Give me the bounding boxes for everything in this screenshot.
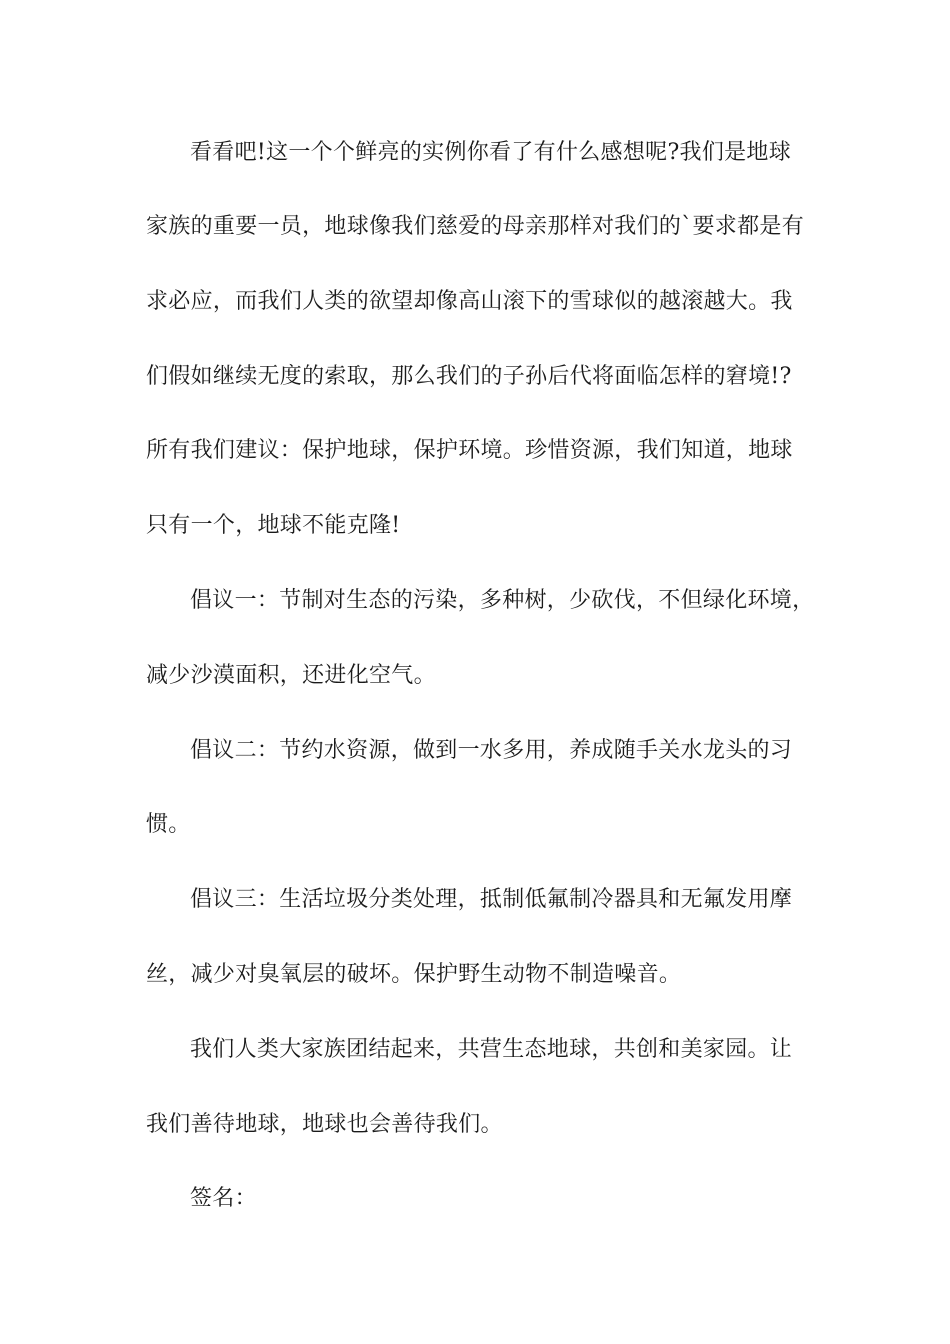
proposal-1-line-1: 倡议一：节制对生态的污染，多种树，少砍伐，不但绿化环境， xyxy=(190,588,815,613)
paragraph-1-line-2: 家族的重要一员，地球像我们慈爱的母亲那样对我们的`要求都是有 xyxy=(146,214,805,239)
paragraph-1-line-3: 求必应，而我们人类的欲望却像高山滚下的雪球似的越滚越大。我 xyxy=(146,289,793,314)
signature-label: 签名： xyxy=(190,1186,257,1211)
proposal-3-line-1: 倡议三：生活垃圾分类处理，抵制低氟制冷器具和无氟发用摩 xyxy=(190,887,793,912)
paragraph-1-line-5: 所有我们建议：保护地球，保护环境。珍惜资源，我们知道，地球 xyxy=(146,438,793,463)
paragraph-1-line-4: 们假如继续无度的索取，那么我们的子孙后代将面临怎样的窘境!? xyxy=(146,364,792,389)
closing-line-1: 我们人类大家族团结起来，共营生态地球，共创和美家园。让 xyxy=(190,1037,793,1062)
proposal-2-line-1: 倡议二：节约水资源，做到一水多用，养成随手关水龙头的习 xyxy=(190,738,793,763)
proposal-2-line-2: 惯。 xyxy=(146,812,191,837)
closing-line-2: 我们善待地球，地球也会善待我们。 xyxy=(146,1112,503,1137)
paragraph-1-line-1: 看看吧!这一个个鲜亮的实例你看了有什么感想呢?我们是地球 xyxy=(190,140,792,165)
proposal-3-line-2: 丝，减少对臭氧层的破坏。保护野生动物不制造噪音。 xyxy=(146,962,682,987)
paragraph-1-line-6: 只有一个，地球不能克隆! xyxy=(146,513,401,538)
proposal-1-line-2: 减少沙漠面积，还进化空气。 xyxy=(146,663,436,688)
